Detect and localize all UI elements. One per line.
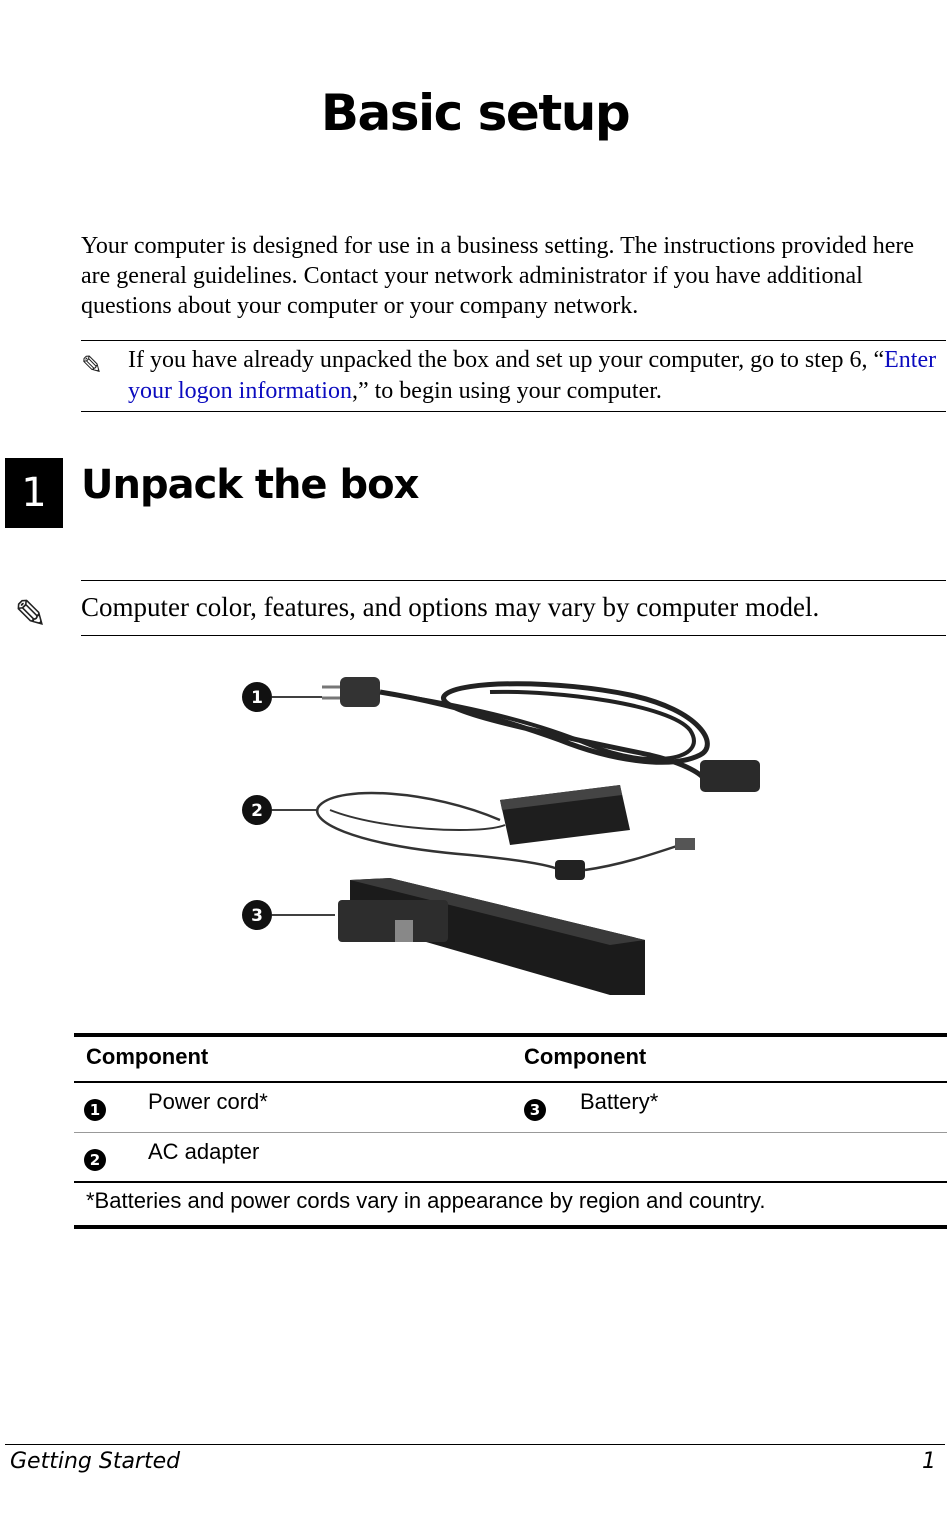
page-number: 1 bbox=[922, 1449, 936, 1474]
section-number: 1 bbox=[5, 458, 63, 528]
ac-adapter-image bbox=[317, 785, 695, 880]
footer-divider bbox=[5, 1444, 945, 1445]
column-header: Component bbox=[86, 1044, 209, 1069]
callout-1-label: 1 bbox=[251, 688, 263, 708]
pencil-icon: ✎ bbox=[14, 592, 48, 638]
table-row bbox=[74, 1083, 947, 1133]
components-illustration bbox=[230, 660, 770, 1000]
logon-info-link[interactable]: Enter your logon information bbox=[128, 347, 937, 404]
component-name: AC adapter bbox=[148, 1139, 260, 1164]
table-row bbox=[74, 1133, 947, 1183]
component-name: Battery* bbox=[580, 1089, 659, 1114]
note-text: Computer color, features, and options may vary by computer model. bbox=[81, 592, 820, 622]
table-header-row bbox=[74, 1037, 947, 1083]
callout-number-2: 2 bbox=[84, 1145, 106, 1171]
note-text bbox=[128, 345, 943, 407]
callout-2 bbox=[242, 795, 318, 825]
table-footnote: *Batteries and power cords vary in appearance by region and country. bbox=[86, 1188, 766, 1213]
note-unpacked bbox=[81, 340, 946, 412]
callout-number-1: 1 bbox=[84, 1095, 106, 1121]
callout-2-label: 2 bbox=[251, 801, 263, 821]
callout-number-3: 3 bbox=[524, 1095, 546, 1121]
battery-image bbox=[338, 878, 645, 995]
column-header: Component bbox=[524, 1044, 647, 1069]
table-footnote-row bbox=[74, 1183, 947, 1225]
callout-1 bbox=[242, 682, 322, 712]
callout-3 bbox=[242, 900, 335, 930]
section-title: Unpack the box bbox=[81, 462, 419, 508]
page-title: Basic setup bbox=[320, 84, 630, 142]
note-text-before: If you have already unpacked the box and set up your computer, go to step 6, “ bbox=[128, 347, 885, 373]
component-name: Power cord* bbox=[148, 1089, 268, 1114]
component-table bbox=[74, 1033, 947, 1229]
note-text-after: ,” to begin using your computer. bbox=[351, 378, 662, 404]
footer-title: Getting Started bbox=[10, 1449, 181, 1474]
power-cord-image bbox=[322, 677, 760, 792]
pencil-icon: ✎ bbox=[81, 351, 103, 381]
note-variation bbox=[81, 580, 946, 636]
callout-3-label: 3 bbox=[251, 906, 263, 926]
intro-paragraph: Your computer is designed for use in a business setting. The instructions provided here are general guidelines. Contact your network administrator if you have additional questions about your computer or your company network. bbox=[81, 233, 914, 319]
